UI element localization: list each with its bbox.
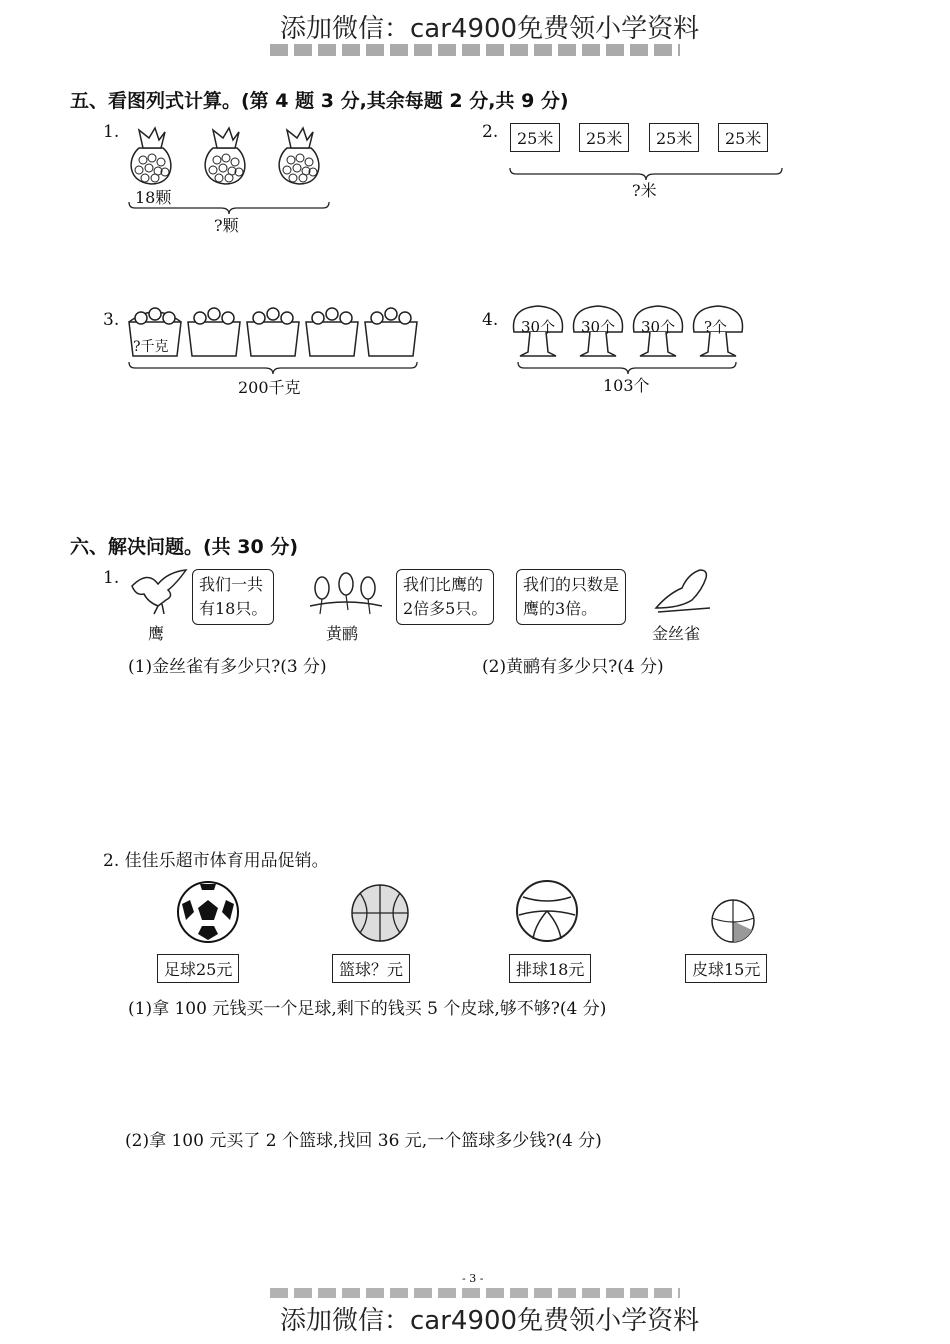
eagle-speech-bubble <box>192 569 274 625</box>
q1-number: 1. <box>103 122 120 142</box>
p2-question-2: (2)拿 100 元买了 2 个篮球,找回 36 元,一个篮球多少钱?(4 分) <box>125 1131 602 1151</box>
q2-segment-1: 25米 <box>510 123 560 152</box>
p2-question-1: (1)拿 100 元钱买一个足球,剩下的钱买 5 个皮球,够不够?(4 分) <box>128 999 607 1019</box>
eagle-label: 鹰 <box>148 624 165 643</box>
price-tag-basketball: 篮球？元 <box>332 954 410 983</box>
eagle-icon <box>128 566 190 616</box>
watermark-top: 添加微信：car4900免费领小学资料 <box>280 14 700 44</box>
apple-baskets-figure <box>125 300 425 380</box>
section6-title: 六、解决问题。(共 30 分) <box>70 536 299 558</box>
price-tag-rubber-ball: 皮球15元 <box>685 954 767 983</box>
canary-label: 金丝雀 <box>652 624 701 643</box>
volleyball-icon <box>515 879 579 943</box>
eagle-bubble-line2: 有18只。 <box>199 599 268 618</box>
price-tag-soccer: 足球25元 <box>157 954 239 983</box>
q3-label-total: 200千克 <box>238 378 301 397</box>
oriole-speech-bubble <box>396 569 494 625</box>
oriole-bubble-line1: 我们比鹰的 <box>403 575 484 594</box>
cut-off-text-bottom <box>270 1288 680 1298</box>
oriole-icon <box>308 570 384 618</box>
q2-segment-2: 25米 <box>579 123 629 152</box>
p2-title: 2. 佳佳乐超市体育用品促销。 <box>103 851 329 871</box>
q4-number: 4. <box>482 310 499 330</box>
q1-label-total: ?颗 <box>214 216 239 235</box>
price-tag-volleyball: 排球18元 <box>509 954 591 983</box>
q2-label-total: ?米 <box>632 181 657 200</box>
q1-label-one: 18颗 <box>135 188 172 207</box>
q2-segment-3: 25米 <box>649 123 699 152</box>
q4-tree-1: 30个 <box>521 318 556 336</box>
canary-speech-bubble <box>516 569 626 625</box>
q4-tree-2: 30个 <box>581 318 616 336</box>
canary-bubble-line2: 鹰的3倍。 <box>523 599 598 618</box>
q2-number: 2. <box>482 122 499 142</box>
oriole-label: 黄鹂 <box>326 624 359 643</box>
q4-tree-3: 30个 <box>641 318 676 336</box>
canary-bubble-line1: 我们的只数是 <box>523 575 620 594</box>
q3-number: 3. <box>103 310 120 330</box>
p1-number: 1. <box>103 568 120 588</box>
soccer-ball-icon <box>176 880 240 944</box>
q4-label-total: 103个 <box>603 376 650 395</box>
watermark-bottom: 添加微信：car4900免费领小学资料 <box>280 1306 700 1336</box>
basketball-icon <box>350 883 410 943</box>
p1-question-1: (1)金丝雀有多少只?(3 分) <box>128 657 327 677</box>
section5-title: 五、看图列式计算。(第 4 题 3 分,其余每题 2 分,共 9 分) <box>70 90 569 112</box>
p1-question-2: (2)黄鹂有多少只?(4 分) <box>482 657 664 677</box>
q2-segment-4: 25米 <box>718 123 768 152</box>
eagle-bubble-line1: 我们一共 <box>199 575 264 594</box>
page-number: - 3 - <box>462 1272 484 1285</box>
fruit-trees-figure <box>510 300 750 380</box>
canary-icon <box>652 564 712 616</box>
oriole-bubble-line2: 2倍多5只。 <box>403 599 488 618</box>
cut-off-text-top <box>270 44 680 56</box>
rubber-ball-icon <box>710 898 756 944</box>
q4-tree-4: ?个 <box>704 318 728 336</box>
q3-label-one: ?千克 <box>133 339 169 355</box>
